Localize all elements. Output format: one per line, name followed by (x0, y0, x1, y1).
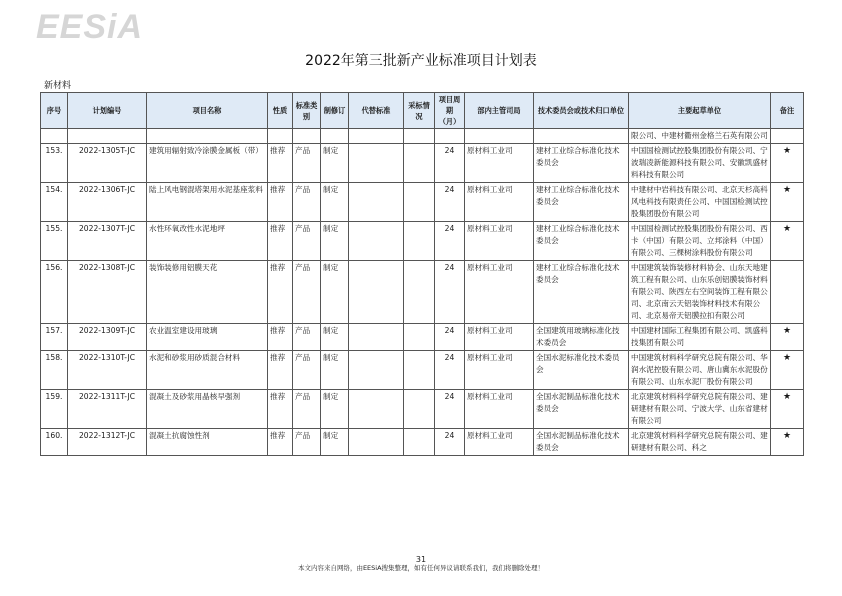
header-cell: 性质 (268, 93, 293, 129)
period-cell: 24 (435, 261, 465, 324)
period-cell: 24 (435, 390, 465, 429)
replaced-standard-cell (349, 351, 404, 390)
drafting-units-cell: 中国国检测试控股集团股份有限公司、西卡（中国）有限公司、立邦涂料（中国）有限公司、三棵树涂料股份有限公司 (629, 222, 771, 261)
category-cell: 产品 (293, 390, 321, 429)
page-number: 31 (415, 555, 427, 564)
revise-type-cell: 制定 (321, 390, 349, 429)
note-cell: ★ (771, 390, 804, 429)
table-row (41, 429, 804, 456)
category-cell: 产品 (293, 351, 321, 390)
committee-cell: 建材工业综合标准化技术委员会 (534, 144, 629, 183)
replaced-standard-cell (349, 390, 404, 429)
department-cell: 原材料工业司 (465, 183, 534, 222)
row-number-cell: 158. (41, 351, 68, 390)
header-cell: 计划编号 (68, 93, 147, 129)
adoption-cell (404, 183, 435, 222)
adoption-cell (404, 429, 435, 456)
eesia-logo: EESiA (36, 8, 144, 46)
period-cell: 24 (435, 351, 465, 390)
revise-type-cell: 制定 (321, 324, 349, 351)
period-cell: 24 (435, 429, 465, 456)
drafting-units-cell: 北京建筑材料科学研究总院有限公司、建研建材有限公司、宁波大学、山东省建材有限公司 (629, 390, 771, 429)
table-row (41, 261, 804, 324)
drafting-units-cell: 中国建材国际工程集团有限公司、凯盛科技集团有限公司 (629, 324, 771, 351)
replaced-standard-cell (349, 222, 404, 261)
committee-cell: 建材工业综合标准化技术委员会 (534, 222, 629, 261)
note-cell: ★ (771, 351, 804, 390)
row-number-cell: 155. (41, 222, 68, 261)
row-number-cell: 157. (41, 324, 68, 351)
replaced-standard-cell (349, 324, 404, 351)
project-name-cell: 建筑用辐射致冷涂膜金属板（带） (147, 144, 268, 183)
header-cell: 备注 (771, 93, 804, 129)
drafting-units-cell: 中国建筑材料科学研究总院有限公司、华润水泥控股有限公司、唐山冀东水泥股份有限公司、山东水泥厂股份有限公司 (629, 351, 771, 390)
header-cell: 标准类别 (293, 93, 321, 129)
nature-cell: 推荐 (268, 429, 293, 456)
note-cell: ★ (771, 144, 804, 183)
replaced-standard-cell (349, 144, 404, 183)
committee-cell: 建材工业综合标准化技术委员会 (534, 261, 629, 324)
row-number-cell: 159. (41, 390, 68, 429)
row-number-cell: 154. (41, 183, 68, 222)
revise-type-cell: 制定 (321, 183, 349, 222)
category-cell: 产品 (293, 324, 321, 351)
department-cell: 原材料工业司 (465, 222, 534, 261)
note-cell: ★ (771, 429, 804, 456)
row-number-cell: 156. (41, 261, 68, 324)
plan-number-cell: 2022-1307T-JC (68, 222, 147, 261)
revise-type-cell: 制定 (321, 222, 349, 261)
adoption-cell (404, 324, 435, 351)
row-number-cell: 153. (41, 144, 68, 183)
plan-number-cell: 2022-1310T-JC (68, 351, 147, 390)
note-cell: ★ (771, 324, 804, 351)
table-row (41, 144, 804, 183)
plan-number-cell: 2022-1309T-JC (68, 324, 147, 351)
replaced-standard-cell (349, 183, 404, 222)
table-body (41, 144, 804, 456)
adoption-cell (404, 144, 435, 183)
period-cell: 24 (435, 183, 465, 222)
drafting-units-cell: 中国建筑装饰装修材料协会、山东天地建筑工程有限公司、山东乐创铝膜装饰材料有限公司、陕西左右空间装饰工程有限公司、北京南云天铝装饰材料技术有限公司、北京易帝天铝膜拉扣有限公司 (629, 261, 771, 324)
table-row (41, 222, 804, 261)
plan-number-cell: 2022-1305T-JC (68, 144, 147, 183)
replaced-standard-cell (349, 261, 404, 324)
note-cell: ★ (771, 222, 804, 261)
committee-cell: 全国水泥标准化技术委员会 (534, 351, 629, 390)
continuation-row (41, 129, 804, 144)
department-cell: 原材料工业司 (465, 324, 534, 351)
note-cell: ★ (771, 183, 804, 222)
department-cell: 原材料工业司 (465, 390, 534, 429)
table-row (41, 351, 804, 390)
nature-cell: 推荐 (268, 390, 293, 429)
adoption-cell (404, 261, 435, 324)
committee-cell: 建材工业综合标准化技术委员会 (534, 183, 629, 222)
department-cell: 原材料工业司 (465, 144, 534, 183)
page-title: 2022年第三批新产业标准项目计划表 (305, 53, 537, 69)
header-cell: 制修订 (321, 93, 349, 129)
nature-cell: 推荐 (268, 222, 293, 261)
drafting-units-cell: 中国国检测试控股集团股份有限公司、宁波瑞凌新能源科技有限公司、安徽凯盛材料科技有限公司 (629, 144, 771, 183)
adoption-cell (404, 222, 435, 261)
period-cell: 24 (435, 144, 465, 183)
drafting-units-cell: 限公司、中建材衢州金格兰石英有限公司 (629, 129, 771, 144)
project-name-cell: 农业温室建设用玻璃 (147, 324, 268, 351)
project-name-cell: 水性环氧改性水泥地坪 (147, 222, 268, 261)
nature-cell: 推荐 (268, 324, 293, 351)
header-cell: 主要起草单位 (629, 93, 771, 129)
section-label: 新材料 (44, 81, 72, 91)
period-cell: 24 (435, 222, 465, 261)
category-cell: 产品 (293, 222, 321, 261)
plan-number-cell: 2022-1311T-JC (68, 390, 147, 429)
category-cell: 产品 (293, 261, 321, 324)
nature-cell: 推荐 (268, 351, 293, 390)
standards-table (40, 92, 804, 456)
header-cell: 项目名称 (147, 93, 268, 129)
footer-note: 本文内容来自网络，由EESiA搜集整理，如有任何异议请联系我们，我们将删除处理！ (297, 564, 545, 572)
nature-cell: 推荐 (268, 183, 293, 222)
project-name-cell: 水泥和砂浆用砂质混合材料 (147, 351, 268, 390)
project-name-cell: 混凝土及砂浆用晶核早强剂 (147, 390, 268, 429)
project-name-cell: 装饰装修用铝膜天花 (147, 261, 268, 324)
header-cell: 项目周期（月） (435, 93, 465, 129)
adoption-cell (404, 351, 435, 390)
drafting-units-cell: 中建材中岩科技有限公司、北京天杉高科风电科技有限责任公司、中国国检测试控股集团股份有限公司 (629, 183, 771, 222)
committee-cell: 全国水泥制品标准化技术委员会 (534, 390, 629, 429)
plan-number-cell: 2022-1306T-JC (68, 183, 147, 222)
category-cell: 产品 (293, 144, 321, 183)
plan-number-cell: 2022-1308T-JC (68, 261, 147, 324)
header-cell: 技术委员会或技术归口单位 (534, 93, 629, 129)
period-cell: 24 (435, 324, 465, 351)
nature-cell: 推荐 (268, 144, 293, 183)
project-name-cell: 陆上风电钢混塔架用水泥基座浆料 (147, 183, 268, 222)
row-number-cell: 160. (41, 429, 68, 456)
committee-cell: 全国水泥制品标准化技术委员会 (534, 429, 629, 456)
adoption-cell (404, 390, 435, 429)
plan-number-cell: 2022-1312T-JC (68, 429, 147, 456)
revise-type-cell: 制定 (321, 351, 349, 390)
committee-cell: 全国建筑用玻璃标准化技术委员会 (534, 324, 629, 351)
header-cell: 采标情况 (404, 93, 435, 129)
category-cell: 产品 (293, 429, 321, 456)
drafting-units-cell: 北京建筑材料科学研究总院有限公司、建研建材有限公司、科之 (629, 429, 771, 456)
header-cell: 序号 (41, 93, 68, 129)
revise-type-cell: 制定 (321, 261, 349, 324)
department-cell: 原材料工业司 (465, 261, 534, 324)
nature-cell: 推荐 (268, 261, 293, 324)
revise-type-cell: 制定 (321, 144, 349, 183)
header-cell: 部内主管司局 (465, 93, 534, 129)
table-row (41, 390, 804, 429)
table-row (41, 183, 804, 222)
revise-type-cell: 制定 (321, 429, 349, 456)
department-cell: 原材料工业司 (465, 351, 534, 390)
department-cell: 原材料工业司 (465, 429, 534, 456)
category-cell: 产品 (293, 183, 321, 222)
table-header-row (41, 93, 804, 129)
replaced-standard-cell (349, 429, 404, 456)
note-cell (771, 261, 804, 324)
header-cell: 代替标准 (349, 93, 404, 129)
table-row (41, 324, 804, 351)
project-name-cell: 混凝土抗腐蚀性剂 (147, 429, 268, 456)
